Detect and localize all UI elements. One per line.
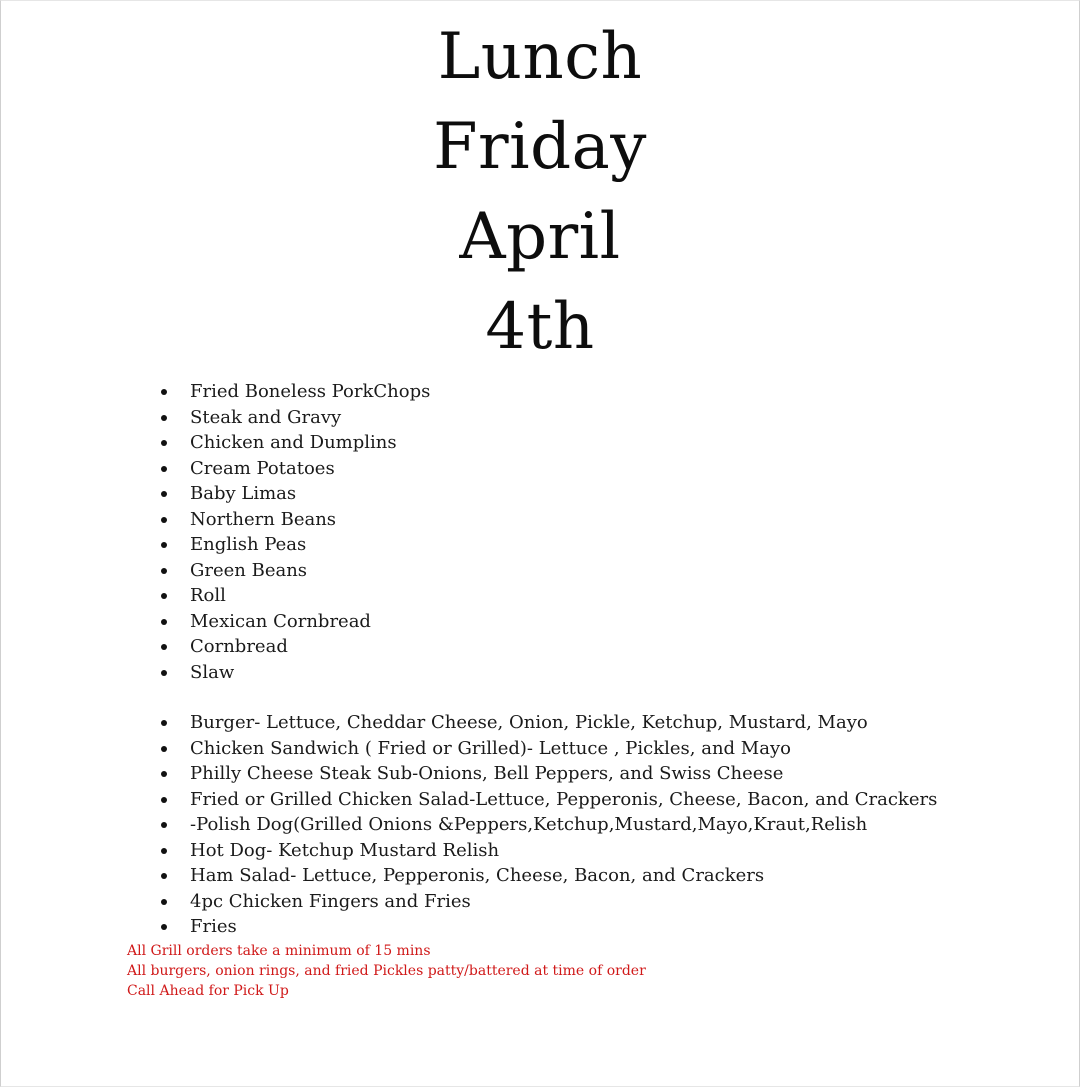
list-item-label: Fried or Grilled Chicken Salad-Lettuce, Pepperonis, Cheese, Bacon, and Crackers (190, 788, 938, 810)
bullet-icon (161, 415, 167, 421)
title-date: 4th (485, 290, 595, 364)
grill-items-list (158, 710, 937, 940)
list-item-label: Chicken and Dumplins (190, 432, 397, 453)
bullet-icon (161, 720, 167, 726)
list-item (158, 838, 937, 864)
bullet-icon (161, 771, 167, 777)
list-item (158, 710, 937, 736)
bullet-icon (161, 466, 167, 472)
list-item-label: Fries (190, 916, 237, 937)
list-item (158, 456, 430, 482)
list-item-label: -Polish Dog(Grilled Onions &Peppers,Ketchup,Mustard,Mayo,Kraut,Relish (190, 814, 868, 835)
bullet-icon (161, 924, 167, 930)
note-battered: All burgers, onion rings, and fried Pickles patty/battered at time of order (127, 963, 646, 979)
title-month: April (459, 200, 621, 274)
list-item (158, 609, 430, 635)
list-item-label: Cream Potatoes (190, 457, 335, 479)
list-item-label: English Peas (190, 534, 307, 555)
list-item-label: Chicken Sandwich ( Fried or Grilled)- Lettuce , Pickles, and Mayo (190, 737, 791, 759)
list-item (158, 863, 937, 889)
bullet-icon (161, 389, 167, 395)
title-lunch: Lunch (437, 20, 643, 94)
list-item (158, 405, 430, 431)
bullet-icon (161, 899, 167, 905)
list-item-label: Steak and Gravy (190, 406, 342, 428)
bullet-icon (161, 746, 167, 752)
note-grill-time: All Grill orders take a minimum of 15 mins (127, 943, 431, 959)
list-item (158, 583, 430, 609)
list-item-label: Burger- Lettuce, Cheddar Cheese, Onion, Pickle, Ketchup, Mustard, Mayo (190, 712, 868, 733)
bullet-icon (161, 491, 167, 497)
list-item (158, 481, 430, 507)
list-item (158, 379, 430, 405)
bullet-icon (161, 517, 167, 523)
list-item (158, 914, 937, 940)
bullet-icon (161, 619, 167, 625)
list-item (158, 532, 430, 558)
list-item (158, 660, 430, 686)
list-item (158, 507, 430, 533)
title-day: Friday (433, 110, 647, 184)
bullet-icon (161, 670, 167, 676)
list-item (158, 812, 937, 838)
list-item-label: Philly Cheese Steak Sub-Onions, Bell Peppers, and Swiss Cheese (190, 763, 784, 784)
list-item-label: Mexican Cornbread (190, 610, 371, 632)
list-item-label: 4pc Chicken Fingers and Fries (190, 890, 471, 912)
list-item (158, 558, 430, 584)
list-item-label: Green Beans (190, 559, 308, 581)
bullet-icon (161, 593, 167, 599)
list-item (158, 634, 430, 660)
plate-items-list (158, 379, 430, 685)
bullet-icon (161, 822, 167, 828)
list-item (158, 761, 937, 787)
list-item (158, 430, 430, 456)
list-item-label: Northern Beans (190, 508, 337, 530)
list-item-label: Fried Boneless PorkChops (190, 381, 431, 402)
bullet-icon (161, 440, 167, 446)
list-item (158, 787, 937, 813)
list-item-label: Ham Salad- Lettuce, Pepperonis, Cheese, Bacon, and Crackers (190, 865, 765, 886)
bullet-icon (161, 568, 167, 574)
bullet-icon (161, 873, 167, 879)
list-item (158, 736, 937, 762)
bullet-icon (161, 542, 167, 548)
list-item-label: Cornbread (190, 636, 288, 657)
menu-title (0, 12, 1080, 372)
bullet-icon (161, 797, 167, 803)
order-notes (127, 941, 646, 1001)
bullet-icon (161, 644, 167, 650)
list-item-label: Slaw (190, 661, 235, 683)
bullet-icon (161, 848, 167, 854)
list-item (158, 889, 937, 915)
list-item-label: Baby Limas (190, 483, 297, 504)
list-item-label: Roll (190, 585, 226, 606)
list-item-label: Hot Dog- Ketchup Mustard Relish (190, 839, 500, 861)
note-pickup: Call Ahead for Pick Up (127, 983, 289, 999)
